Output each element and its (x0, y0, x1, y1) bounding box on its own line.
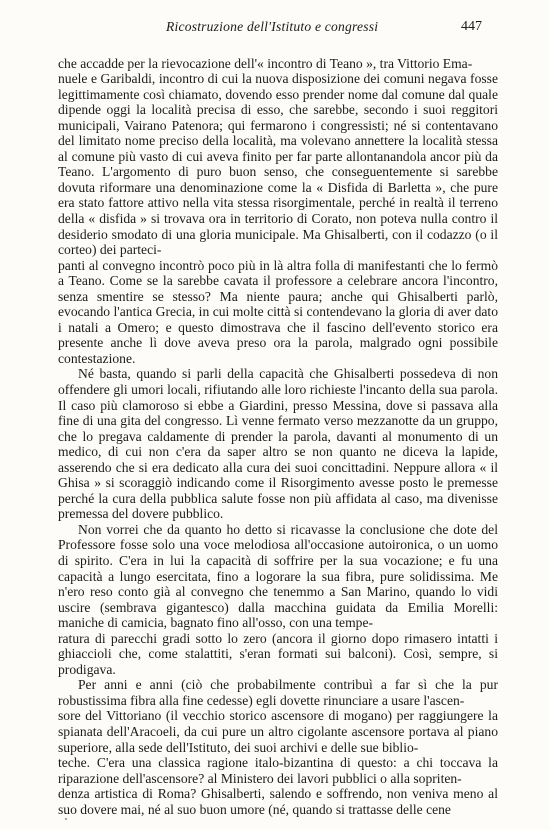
page-speck (65, 818, 67, 820)
running-header (0, 0, 550, 40)
page-number: 447 (461, 19, 482, 34)
body-text (58, 56, 498, 818)
paragraph-giardini: Né basta, quando si parli della capacità che Ghisalberti possedeva di non offendere gli umori locali, rifiutando alle loro richieste l'incanto della sua parola. Il caso più clamoroso si ebbe a Giardini, presso Messina, dove si passava alla fine di una gita del congresso. Lì venne fermato verso mezzanotte da un gruppo, che lo pregava caldamente di prender la parola, davanti al monumento di un medico, di cui non c'era da saper altro se non quanto ne diceva la lapide, asserendo che si era dedicato alla cura dei suoi concittadini. Neppure allora « il Ghisa » si scoraggiò indicando come il Risorgimento avesse posto le premesse perché la cura della pubblica salute fosse non più affidata al caso, ma divenisse premessa del dovere pubblico. (58, 366, 498, 522)
paragraph-continued: che accadde per la rievocazione dell'« incontro di Teano », tra Vittorio Ema- nuele e Garibaldi, incontro di cui la nuova disposizione dei comuni negava fosse legittimamente così chiamato, dovendo esso prender nome dal comune dal quale dipende oggi la località precisa di esso, che sarebbe, secondo i suoi reggitori municipali, Vairano Patenora; qui fermarono i congressisti; né si contentavano del limitato nome preciso della località, ma volevano annettere la località stessa al comune più vasto di cui aveva finito per far parte allontanandola ancor più da Teano. L'argomento di puro buon senso, che conseguentemente si sarebbe dovuta riformare una denominazione come la « Disfida di Barletta », che pure era stato fattore attivo nella vita stessa risorgimentale, perché in realtà il terreno della « disfida » si trovava ora in territorio di Corato, non poteva nulla contro il desiderio smodato di una gloria municipale. Ma Ghisalberti, con il codazzo (o il corteo) dei parteci- panti al convegno incontrò poco più in là altra folla di manifestanti che lo fermò a Teano. Come se la sarebbe cavata il professore a celebrare ancora l'incontro, senza smentire se stesso? Ma niente paura; anche qui Ghisalberti parlò, evocando l'antica Grecia, in cui molte città si contendevano la gloria di aver dato i natali a Omero; e questo dimostrava che il fascino dell'evento storico era presente anche lì dove aveva preso ora la parola, malgrado ogni possibile contestazione. (58, 55, 498, 366)
paragraph-vocazione: Non vorrei che da quanto ho detto si ricavasse la conclusione che dote del Professore fosse solo una voce melodiosa all'occasione autoironica, o un uomo di spirito. C'era in lui la capacità di soffrire per la sua vocazione; e fu una capacità a lungo esercitata, fino a logorare la sua fibra, pure solidissima. Me n'ero reso conto già al convegno che tenemmo a San Marino, quando lo vidi uscire (sembrava gigantesco) dalla macchina guidata da Emilia Morelli: maniche di camicia, bagnato fino all'osso, con una tempe- ratura di parecchi gradi sotto lo zero (ancora il giorno dopo rimasero intatti i ghiaccioli che, come stalattiti, s'eran formati sui balconi). Così, sempre, si prodigava. (58, 521, 498, 677)
paragraph-ascensore: Per anni e anni (ciò che probabilmente contribuì a far sì che la pur robustissima fibra alla fine cedesse) egli dovette rinunciare a usare l'ascen- sore del Vittoriano (il vecchio storico ascensore di mogano) per raggiungere la spianata dell'Aracoeli, da cui pure un altro cigolante ascensore portava al piano superiore, alla sede dell'Istituto, dei suoi archivi e delle sue biblio- teche. C'era una classica ragione italo-bizantina di questo: a chi toccava la riparazione dell'ascensore? al Ministero dei lavori pubblici o alla sopriten- denza artistica di Roma? Ghisalberti, salendo e soffrendo, non veniva meno al suo dovere mai, né al suo buon umore (né, quando si trattasse delle cene (58, 677, 498, 817)
running-title: Ricostruzione dell'Istituto e congressi (166, 19, 379, 34)
